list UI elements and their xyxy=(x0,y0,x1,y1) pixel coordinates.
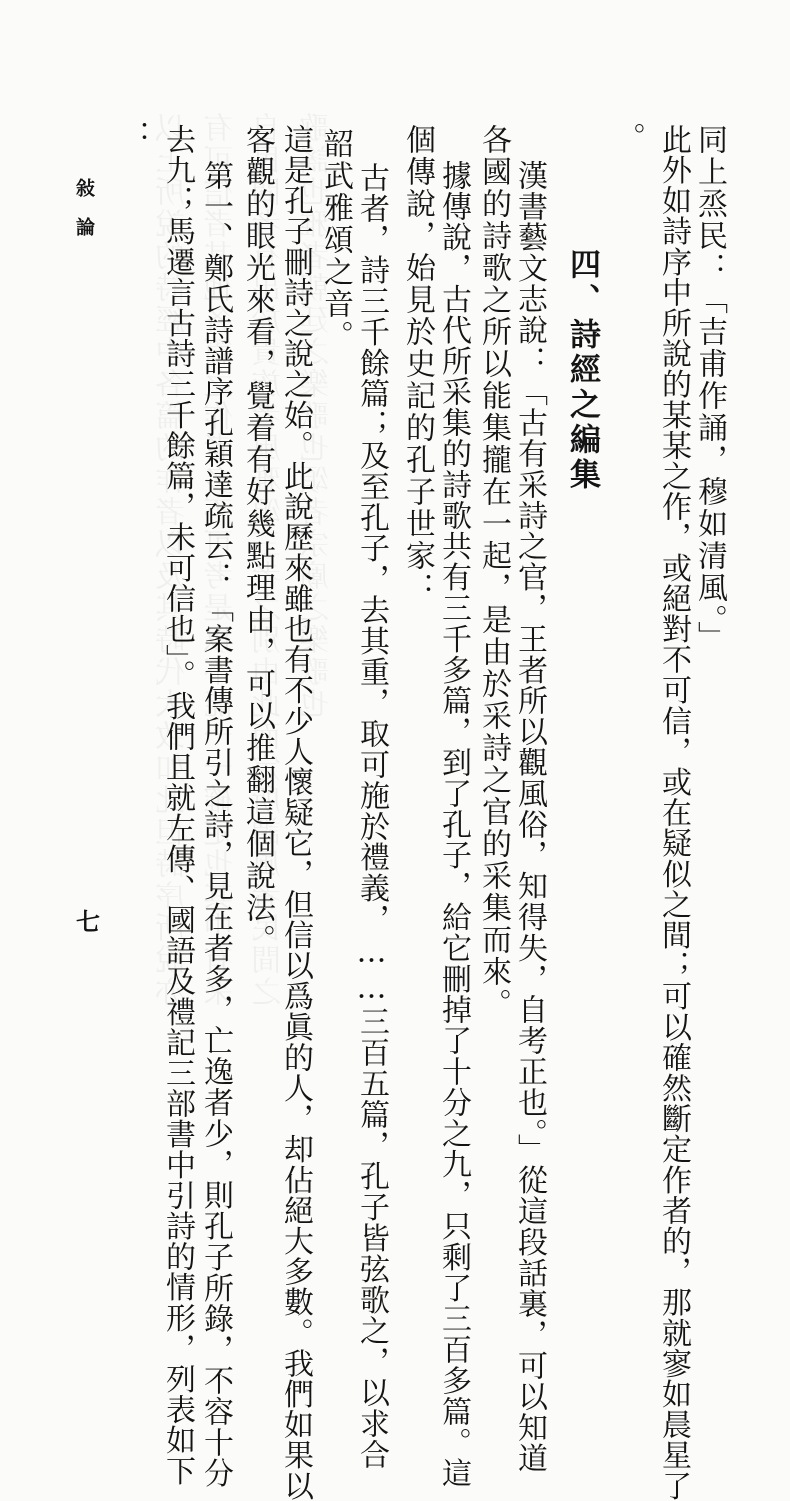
page-number: 七 xyxy=(76,907,100,936)
text-line-5: 各國的詩歌之所以能集攏在一起，是由於采詩之官的采集而來。 xyxy=(476,124,511,1020)
section-heading: 四、詩經之編集 xyxy=(564,248,600,493)
running-head: 敍論 xyxy=(73,178,95,256)
text-line-6: 據傳說，古代所采集的詩歌共有三千多篇，到了孔子，給它刪掉了十分之九，只剩了三百多篇。這 xyxy=(436,160,471,1489)
text-line-3: 。 xyxy=(610,122,645,154)
text-line-1: 同上烝民：「吉甫作誦，穆如清風。」 xyxy=(692,124,727,653)
text-line-13: 去九；馬遷言古詩三千餘篇，未可信也」。我們且就左傳、國語及禮記三部書中引詩的情形，列表如下 xyxy=(160,124,195,1486)
text-line-2: 此外如詩序中所說的某某之作，或絕對不可信，或在疑似之間；可以確然斷定作者的，那就寥如晨星了 xyxy=(656,124,691,1501)
text-line-9: 韶武雅頌之音。 xyxy=(318,128,353,352)
text-line-10: 這是孔子刪詩之說之始。此說歷來雖也有不少人懷疑它，但信以爲眞的人，却佔絕大多數。我們如果以 xyxy=(278,124,313,1501)
text-line-8: 古者，詩三千餘篇；及至孔子，去其重，取可施於禮義，……三百五篇，孔子皆弦歌之，以求合 xyxy=(354,162,389,1470)
text-line-12: 第一、鄭氏詩譜序孔穎達疏云：「案書傳所引之詩，見在者多，亡逸者少，則孔子所錄，不容十分 xyxy=(198,160,233,1489)
text-line-11: 客觀的眼光來看，覺着有好幾點理由，可以推翻這個說法。 xyxy=(240,124,275,956)
text-line-7: 個傳說，始見於史記的孔子世家： xyxy=(400,124,435,604)
text-line-4: 漢書藝文志說：「古有采詩之官，王者所以觀風俗，知得失，自考正也。」從這段話裏，可以知道 xyxy=(512,160,547,1474)
text-line-14: ： xyxy=(116,120,151,152)
